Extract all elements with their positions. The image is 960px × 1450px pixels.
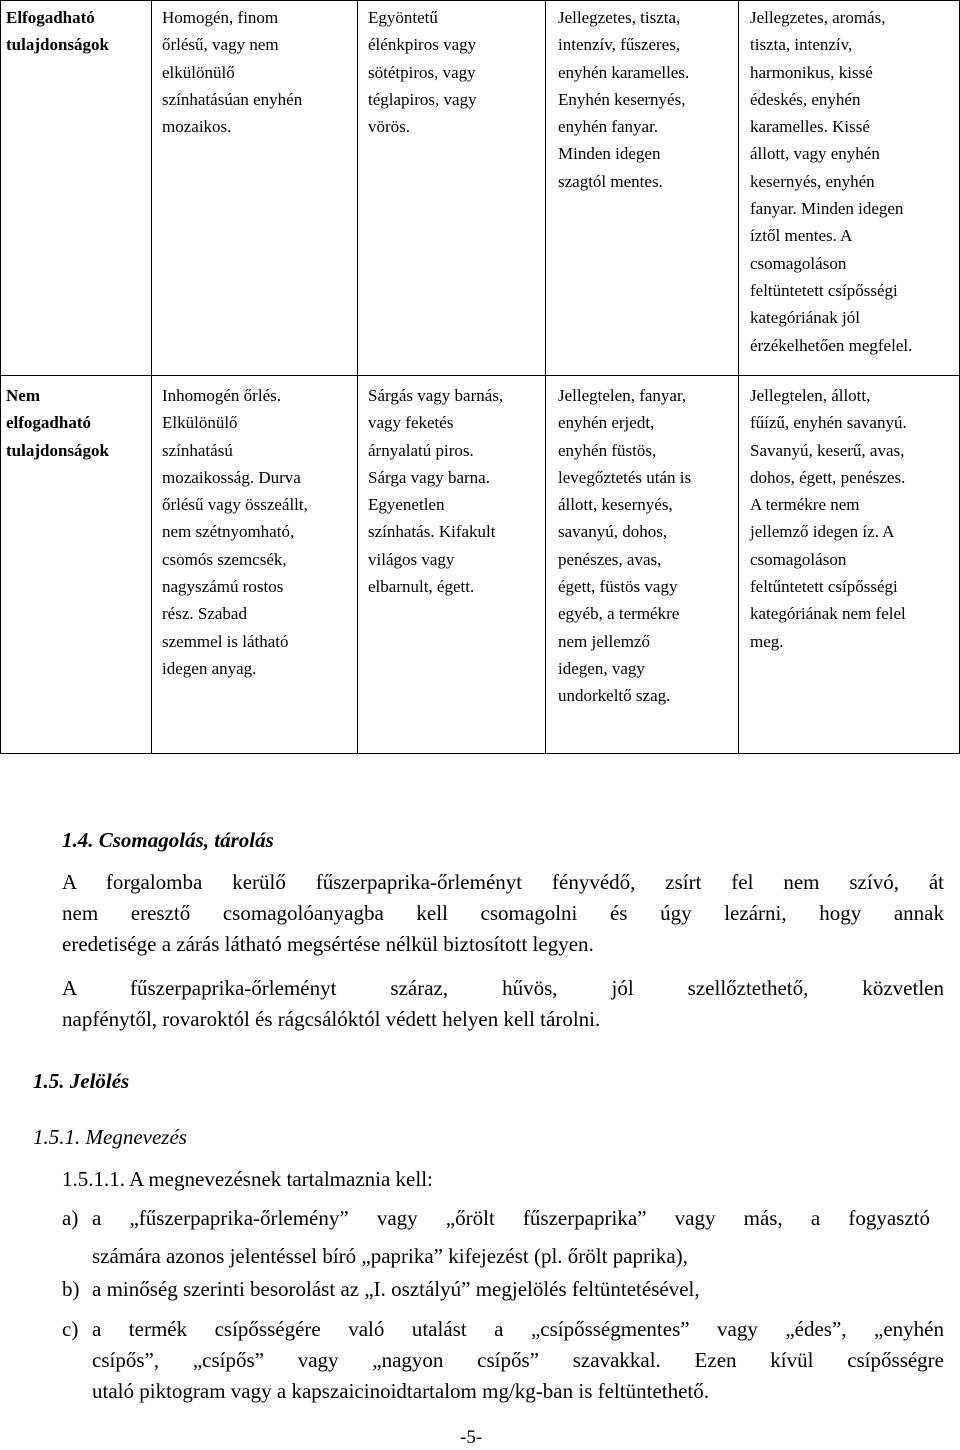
cell-line: Egyenetlen [368,495,445,515]
cell-line: karamelles. Kissé [750,117,870,137]
row-header-not-acceptable [6,382,109,464]
list-item-b: a minőség szerinti besorolást az „I. osztályú” megjelölés feltüntetésével, [92,1277,700,1301]
cell-consistency-acceptable [162,4,302,140]
row-header-line: elfogadható [6,413,91,433]
cell-line: enyhén fanyar. [558,117,659,137]
cell-line: árnyalatú piros. [368,440,474,460]
cell-line: kategóriának nem felel [750,604,906,624]
cell-line: enyhén füstös, [558,440,657,460]
paragraph-packaging [62,867,944,960]
subsection-heading-naming: 1.5.1. Megnevezés [33,1125,187,1149]
table-col-line [151,0,152,754]
cell-line: jellemző idegen íz. A [750,522,895,542]
cell-line: feltűntetett csípősségi [750,577,898,597]
cell-line: szemmel is látható [162,631,289,651]
cell-line: feltüntetett csípősségi [750,280,898,300]
section-heading-packaging: 1.4. Csomagolás, tárolás [62,828,274,852]
cell-color-not-acceptable [368,382,503,600]
table-col-line [738,0,739,754]
cell-line: undorkeltő szag. [558,686,671,706]
table-border-bottom [0,753,960,754]
cell-line: nagyszámú rostos [162,577,284,597]
cell-line: Jellegzetes, tiszta, [558,8,681,27]
paragraph-line: A fűszerpaprika-őrleményt száraz, hűvös, jól szellőztethető, közvetlen [62,976,944,1000]
row-header-line: tulajdonságok [6,440,109,460]
cell-line: elkülönülő [162,62,235,82]
cell-line: Jellegtelen, állott, [750,386,871,405]
cell-line: fűízű, enyhén savanyú. [750,413,907,433]
cell-line: egyéb, a termékre [558,604,680,624]
cell-line: enyhén erjedt, [558,413,655,433]
cell-line: enyhén karamelles. [558,62,690,82]
cell-line: szagtól mentes. [558,171,663,191]
cell-line: őrlésű, vagy nem [162,35,279,55]
cell-taste-acceptable [750,4,912,359]
cell-line: savanyú, dohos, [558,522,668,542]
cell-line: kesernyés, enyhén [750,171,875,191]
list-marker-c: c) [62,1317,79,1341]
cell-line: csomagoláson [750,253,847,273]
cell-line: állott, kesernyés, [558,495,673,515]
cell-line: Savanyú, keserű, avas, [750,440,905,460]
cell-line: Inhomogén őrlés. [162,386,281,405]
cell-line: égett, füstös vagy [558,577,678,597]
cell-line: színhatásúan enyhén [162,89,303,109]
cell-consistency-not-acceptable [162,382,308,682]
cell-line: Enyhén kesernyés, [558,89,686,109]
cell-line: meg. [750,631,784,651]
cell-line: vörös. [368,117,411,137]
cell-line: dohos, égett, penészes. [750,467,906,487]
cell-line: Jellegtelen, fanyar, [558,386,687,405]
cell-line: vagy feketés [368,413,454,433]
table-col-line [545,0,546,754]
cell-line: élénkpiros vagy [368,35,477,55]
cell-line: fanyar. Minden idegen [750,199,904,219]
paragraph-line: nem eresztő csomagolóanyagba kell csomagolni és úgy lezárni, hogy annak [62,901,944,925]
cell-line: Sárga vagy barna. [368,467,490,487]
cell-line: idegen anyag. [162,658,257,678]
cell-line: téglapiros, vagy [368,89,477,109]
cell-line: íztől mentes. A [750,226,853,246]
table-col-line [357,0,358,754]
cell-taste-not-acceptable [750,382,907,655]
cell-line: kategóriának jól [750,308,860,328]
list-item-line: utaló piktogram vagy a kapszaicinoidtartalom mg/kg-ban is feltüntethető. [92,1379,709,1403]
list-item-a-continued: számára azonos jelentéssel bíró „paprika” kifejezést (pl. őrölt paprika), [92,1244,688,1268]
row-header-acceptable [6,4,109,59]
cell-line: színhatású [162,440,233,460]
table-col-line [0,0,1,754]
list-item-a [92,1203,930,1234]
cell-color-acceptable [368,4,477,140]
cell-line: harmonikus, kissé [750,62,873,82]
cell-line: A termékre nem [750,495,860,515]
cell-line: penészes, avas, [558,549,662,569]
list-item-line: csípős”, „csípős” vagy „nagyon csípős” szavakkal. Ezen kívül csípősségre [92,1348,944,1372]
cell-line: édeskés, enyhén [750,89,861,109]
cell-line: sötétpiros, vagy [368,62,476,82]
row-header-line: tulajdonságok [6,35,109,55]
table-row-divider [0,375,960,376]
cell-line: nem szétnyomható, [162,522,295,542]
cell-line: tiszta, intenzív, [750,35,853,55]
row-header-line: Elfogadható [6,8,95,27]
paragraph-line: eredetisége a zárás látható megsértése nélkül biztosított legyen. [62,932,594,956]
cell-line: mozaikosság. Durva [162,467,301,487]
cell-line: rész. Szabad [162,604,247,624]
page-number: -5- [460,1427,483,1448]
list-item-c [92,1314,944,1407]
cell-line: levegőztetés után is [558,467,692,487]
cell-line: csomagoláson [750,549,847,569]
cell-line: nem jellemző [558,631,651,651]
cell-line: Minden idegen [558,144,661,164]
cell-line: Homogén, finom [162,8,279,27]
cell-smell-acceptable [558,4,689,195]
list-item-line: a termék csípősségére való utalást a „csípősségmentes” vagy „édes”, „enyhén [92,1317,944,1341]
list-item-line: a „fűszerpaprika-őrlemény” vagy „őrölt fűszerpaprika” vagy más, a fogyasztó [92,1206,930,1230]
table-border-top [0,0,960,1]
cell-line: Sárgás vagy barnás, [368,386,504,405]
cell-line: őrlésű vagy összeállt, [162,495,308,515]
cell-line: érzékelhetően megfelel. [750,335,913,355]
cell-line: elbarnult, égett. [368,577,475,597]
cell-line: idegen, vagy [558,658,645,678]
cell-line: csomós szemcsék, [162,549,287,569]
cell-line: világos vagy [368,549,455,569]
paragraph-storage [62,973,944,1035]
cell-line: mozaikos. [162,117,232,137]
cell-line: Elkülönülő [162,413,238,433]
paragraph-line: A forgalomba kerülő fűszerpaprika-őrleményt fényvédő, zsírt fel nem szívó, át [62,870,944,894]
cell-smell-not-acceptable [558,382,691,710]
section-heading-labelling: 1.5. Jelölés [33,1069,130,1093]
cell-line: Egyöntetű [368,8,438,27]
list-marker-a: a) [62,1206,79,1230]
list-marker-b: b) [62,1277,80,1301]
row-header-line: Nem [6,386,40,405]
cell-line: színhatás. Kifakult [368,522,496,542]
naming-intro: 1.5.1.1. A megnevezésnek tartalmaznia kell: [62,1167,433,1191]
cell-line: Jellegzetes, aromás, [750,8,886,27]
cell-line: intenzív, fűszeres, [558,35,681,55]
paragraph-line: napfénytől, rovaroktól és rágcsálóktól védett helyen kell tárolni. [62,1007,601,1031]
cell-line: állott, vagy enyhén [750,144,880,164]
